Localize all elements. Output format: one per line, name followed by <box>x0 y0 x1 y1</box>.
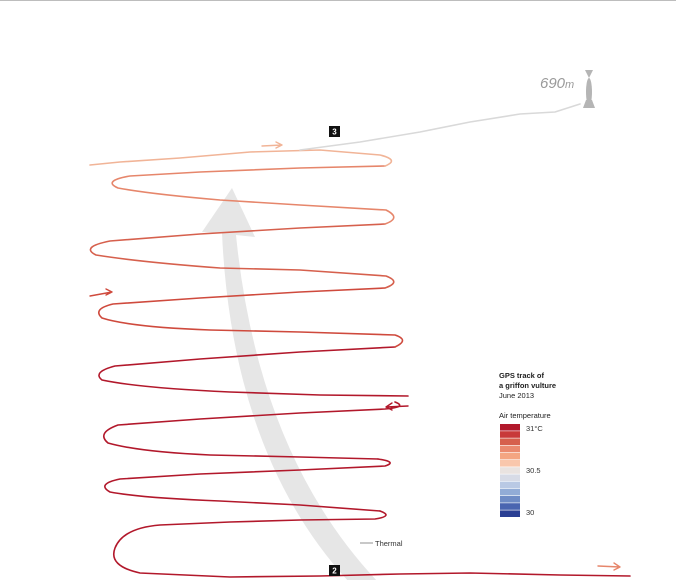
altitude-unit: m <box>565 79 575 91</box>
legend-swatch <box>500 467 520 474</box>
legend-swatch <box>500 431 520 438</box>
legend-swatch <box>500 482 520 489</box>
legend-tick-mid: 30.5 <box>526 466 541 475</box>
legend-tick-bottom: 30 <box>526 508 535 517</box>
altitude-value: 690 <box>540 75 566 92</box>
legend-swatch <box>500 460 520 467</box>
track-segment <box>114 511 630 577</box>
legend-swatch <box>500 474 520 481</box>
direction-arrow <box>262 142 282 148</box>
legend-swatch <box>500 446 520 453</box>
legend-swatch <box>500 453 520 460</box>
marker-label-3: 3 <box>332 127 337 137</box>
direction-arrow <box>386 403 408 410</box>
track-segment <box>112 166 394 224</box>
legend-swatch <box>500 496 520 503</box>
legend-swatch <box>500 510 520 517</box>
legend-title-line2: a griffon vulture <box>499 381 557 390</box>
marker-label-2: 2 <box>332 566 337 576</box>
track-segment <box>90 150 391 166</box>
legend-scale-title: Air temperature <box>499 411 551 420</box>
thermal-label: Thermal <box>375 539 403 548</box>
legend-date: June 2013 <box>499 391 535 400</box>
color-scale <box>500 424 520 517</box>
direction-arrow <box>90 289 112 296</box>
thermal-arrow-icon <box>202 188 378 580</box>
legend-title-line1: GPS track of <box>499 371 545 380</box>
legend-swatch <box>500 438 520 445</box>
track-segment <box>300 104 580 150</box>
legend-swatch <box>500 424 520 431</box>
legend-swatch <box>500 489 520 496</box>
vulture-icon <box>583 70 595 108</box>
legend <box>499 371 556 517</box>
gps-track <box>90 104 630 577</box>
track-segment <box>105 459 390 511</box>
direction-arrow <box>598 563 620 570</box>
altitude-label <box>540 75 574 92</box>
legend-tick-top: 31°C <box>526 424 543 433</box>
legend-swatch <box>500 503 520 510</box>
